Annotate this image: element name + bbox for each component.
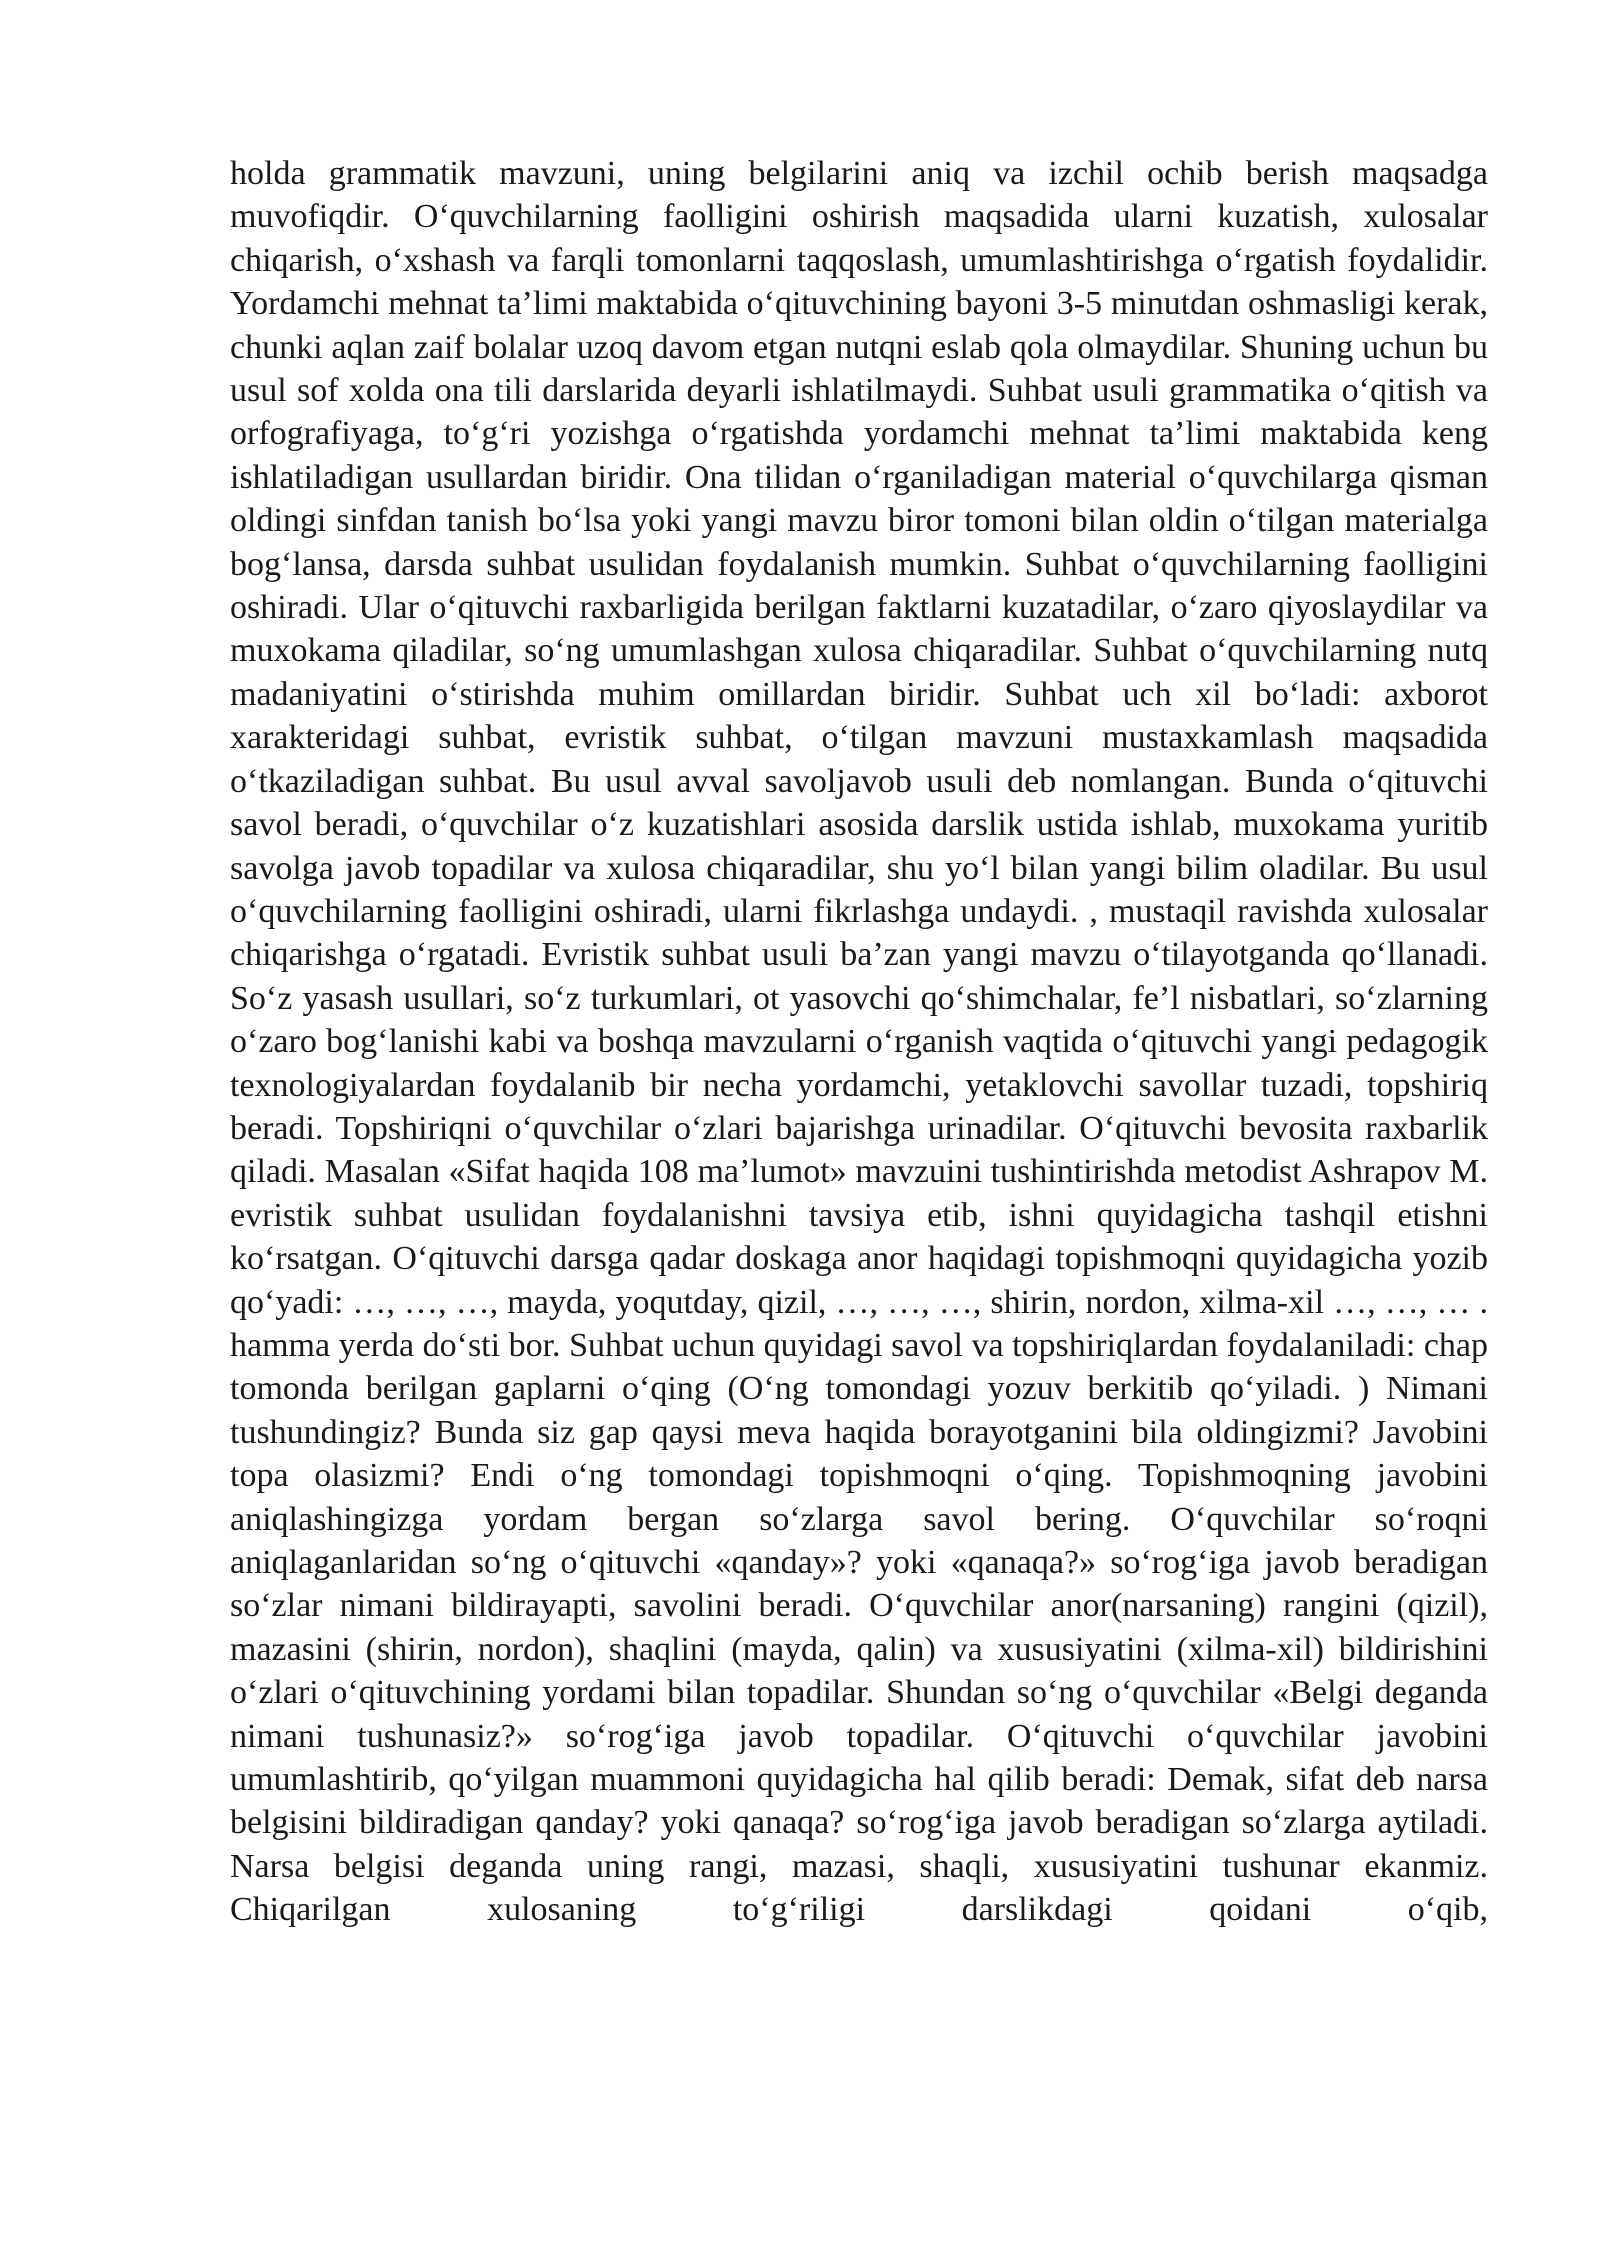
- document-page: [230, 152, 1488, 1932]
- body-paragraph: holda grammatik mavzuni, uning belgilarini aniq va izchil ochib berish maqsadga muvofiqdir. O‘quvchilarning faolligini oshirish maqsadida ularni kuzatish, xulosalar chiqarish, o‘xshash va farqli tomonlarni taqqoslash, umumlashtirishga o‘rgatish foydalidir. Yordamchi mehnat ta’limi maktabida o‘qituvchining bayoni 3-5 minutdan oshmasligi kerak, chunki aqlan zaif bolalar uzoq davom etgan nutqni eslab qola olmaydilar. Shuning uchun bu usul sof xolda ona tili darslarida deyarli ishlatilmaydi. Suhbat usuli grammatika o‘qitish va orfografiyaga, to‘g‘ri yozishga o‘rgatishda yordamchi mehnat ta’limi maktabida keng ishlatiladigan usullardan biridir. Ona tilidan o‘rganiladigan material o‘quvchilarga qisman oldingi sinfdan tanish bo‘lsa yoki yangi mavzu biror tomoni bilan oldin o‘tilgan materialga bog‘lansa, darsda suhbat usulidan foydalanish mumkin. Suhbat o‘quvchilarning faolligini oshiradi. Ular o‘qituvchi raxbarligida berilgan faktlarni kuzatadilar, o‘zaro qiyoslaydilar va muxokama qiladilar, so‘ng umumlashgan xulosa chiqaradilar. Suhbat o‘quvchilarning nutq madaniyatini o‘stirishda muhim omillardan biridir. Suhbat uch xil bo‘ladi: axborot xarakteridagi suhbat, evristik suhbat, o‘tilgan mavzuni mustaxkamlash maqsadida o‘tkaziladigan suhbat. Bu usul avval savoljavob usuli deb nomlangan. Bunda o‘qituvchi savol beradi, o‘quvchilar o‘z kuzatishlari asosida darslik ustida ishlab, muxokama yuritib savolga javob topadilar va xulosa chiqaradilar, shu yo‘l bilan yangi bilim oladilar. Bu usul o‘quvchilarning faolligini oshiradi, ularni fikrlashga undaydi. , mustaqil ravishda xulosalar chiqarishga o‘rgatadi. Evristik suhbat usuli ba’zan yangi mavzu o‘tilayotganda qo‘llanadi. So‘z yasash usullari, so‘z turkumlari, ot yasovchi qo‘shimchalar, fe’l nisbatlari, so‘zlarning o‘zaro bog‘lanishi kabi va boshqa mavzularni o‘rganish vaqtida o‘qituvchi yangi pedagogik texnologiyalardan foydalanib bir necha yordamchi, yetaklovchi savollar tuzadi, topshiriq beradi. Topshiriqni o‘quvchilar o‘zlari bajarishga urinadilar. O‘qituvchi bevosita raxbarlik qiladi. Masalan «Sifat haqida 108 ma’lumot» mavzuini tushintirishda metodist Ashrapov M. evristik suhbat usulidan foydalanishni tavsiya etib, ishni quyidagicha tashqil etishni ko‘rsatgan. O‘qituvchi darsga qadar doskaga anor haqidagi topishmoqni quyidagicha yozib qo‘yadi: …, …, …, mayda, yoqutday, qizil, …, …, …, shirin, nordon, xilma-xil …, …, … . hamma yerda do‘sti bor. Suhbat uchun quyidagi savol va topshiriqlardan foydalaniladi: chap tomonda berilgan gaplarni o‘qing (O‘ng tomondagi yozuv berkitib qo‘yiladi. ) Nimani tushundingiz? Bunda siz gap qaysi meva haqida borayotganini bila oldingizmi? Javobini topa olasizmi? Endi o‘ng tomondagi topishmoqni o‘qing. Topishmoqning javobini aniqlashingizga yordam bergan so‘zlarga savol bering. O‘quvchilar so‘roqni aniqlaganlaridan so‘ng o‘qituvchi «qanday»? yoki «qanaqa?» so‘rog‘iga javob beradigan so‘zlar nimani bildirayapti, savolini beradi. O‘quvchilar anor(narsaning) rangini (qizil), mazasini (shirin, nordon), shaqlini (mayda, qalin) va xususiyatini (xilma-xil) bildirishini o‘zlari o‘qituvchining yordami bilan topadilar. Shundan so‘ng o‘quvchilar «Belgi deganda nimani tushunasiz?» so‘rog‘iga javob topadilar. O‘qituvchi o‘quvchilar javobini umumlashtirib, qo‘yilgan muammoni quyidagicha hal qilib beradi: Demak, sifat deb narsa belgisini bildiradigan qanday? yoki qanaqa? so‘rog‘iga javob beradigan so‘zlarga aytiladi. Narsa belgisi deganda uning rangi, mazasi, shaqli, xususiyatini tushunar ekanmiz. Chiqarilgan xulosaning to‘g‘riligi darslikdagi qoidani o‘qib,: [230, 155, 1488, 1929]
